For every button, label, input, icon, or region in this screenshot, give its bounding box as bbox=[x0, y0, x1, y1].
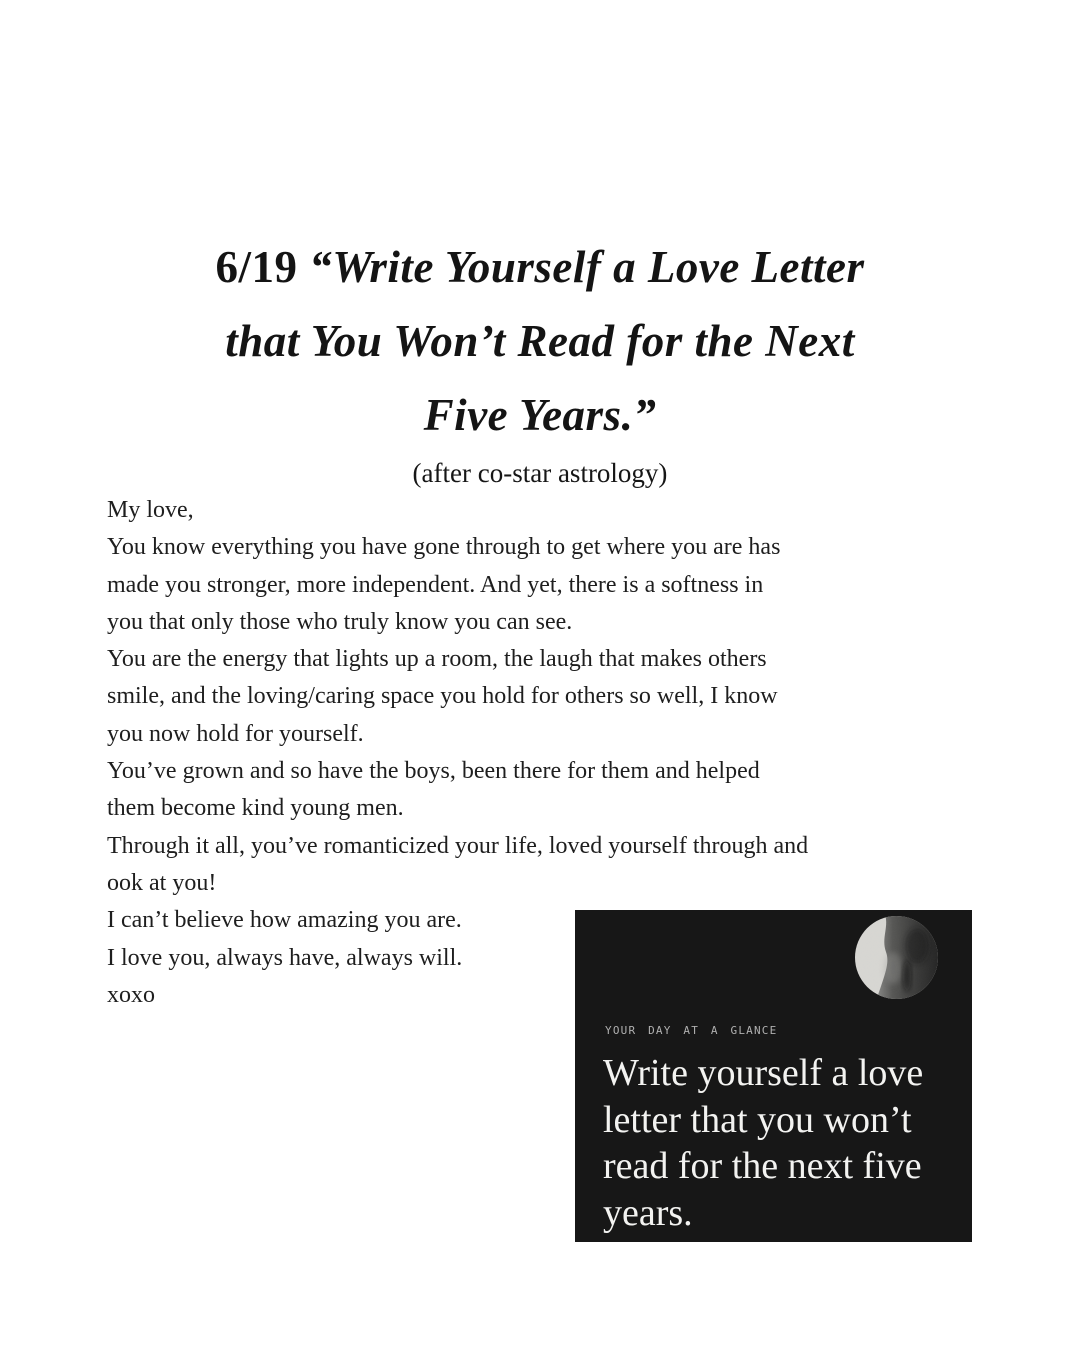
title-attribution: (after co-star astrology) bbox=[412, 458, 668, 488]
title-quote-part-2: that You Won’t Read for the Next bbox=[225, 316, 855, 366]
letter-line: I love you, always have, always will. bbox=[107, 944, 463, 971]
letter-title bbox=[0, 230, 1080, 452]
title-quote-part-3: Five Years.” bbox=[423, 390, 657, 440]
circle-figure-photo bbox=[855, 916, 938, 999]
day-at-a-glance-label: YOUR DAY AT A GLANCE bbox=[605, 1024, 778, 1037]
letter-line: you that only those who truly know you can see. bbox=[107, 608, 573, 635]
title-date: 6/19 bbox=[215, 242, 310, 292]
letter-line: smile, and the loving/caring space you hold for others so well, I know bbox=[107, 683, 778, 710]
letter-line: them become kind young men. bbox=[107, 795, 404, 822]
figure-photo-graphic bbox=[855, 916, 938, 999]
title-line-1 bbox=[0, 230, 1080, 304]
card-headline-line: years. bbox=[603, 1191, 693, 1234]
letter-line: you now hold for yourself. bbox=[107, 720, 364, 747]
letter-line: ook at you! bbox=[107, 869, 217, 896]
letter-line: I can’t believe how amazing you are. bbox=[107, 907, 462, 934]
letter-line: xoxo bbox=[107, 981, 155, 1008]
letter-line: You know everything you have gone through to get where you are has bbox=[107, 534, 781, 561]
card-headline-line: letter that you won’t bbox=[603, 1098, 912, 1141]
letter-line: made you stronger, more independent. And yet, there is a softness in bbox=[107, 571, 764, 598]
letter-line: You’ve grown and so have the boys, been there for them and helped bbox=[107, 758, 760, 785]
card-headline-line: read for the next five bbox=[603, 1145, 922, 1188]
letter-line: My love, bbox=[107, 497, 194, 523]
costar-day-card bbox=[575, 910, 972, 1242]
card-headline-line: Write yourself a love bbox=[603, 1052, 924, 1094]
letter-line: Through it all, you’ve romanticized your life, loved yourself through and bbox=[107, 832, 809, 859]
card-headline bbox=[603, 1050, 923, 1236]
title-quote-part-1: “Write Yourself a Love Letter bbox=[309, 242, 865, 292]
letter-line: You are the energy that lights up a room, the laugh that makes others bbox=[107, 646, 767, 673]
